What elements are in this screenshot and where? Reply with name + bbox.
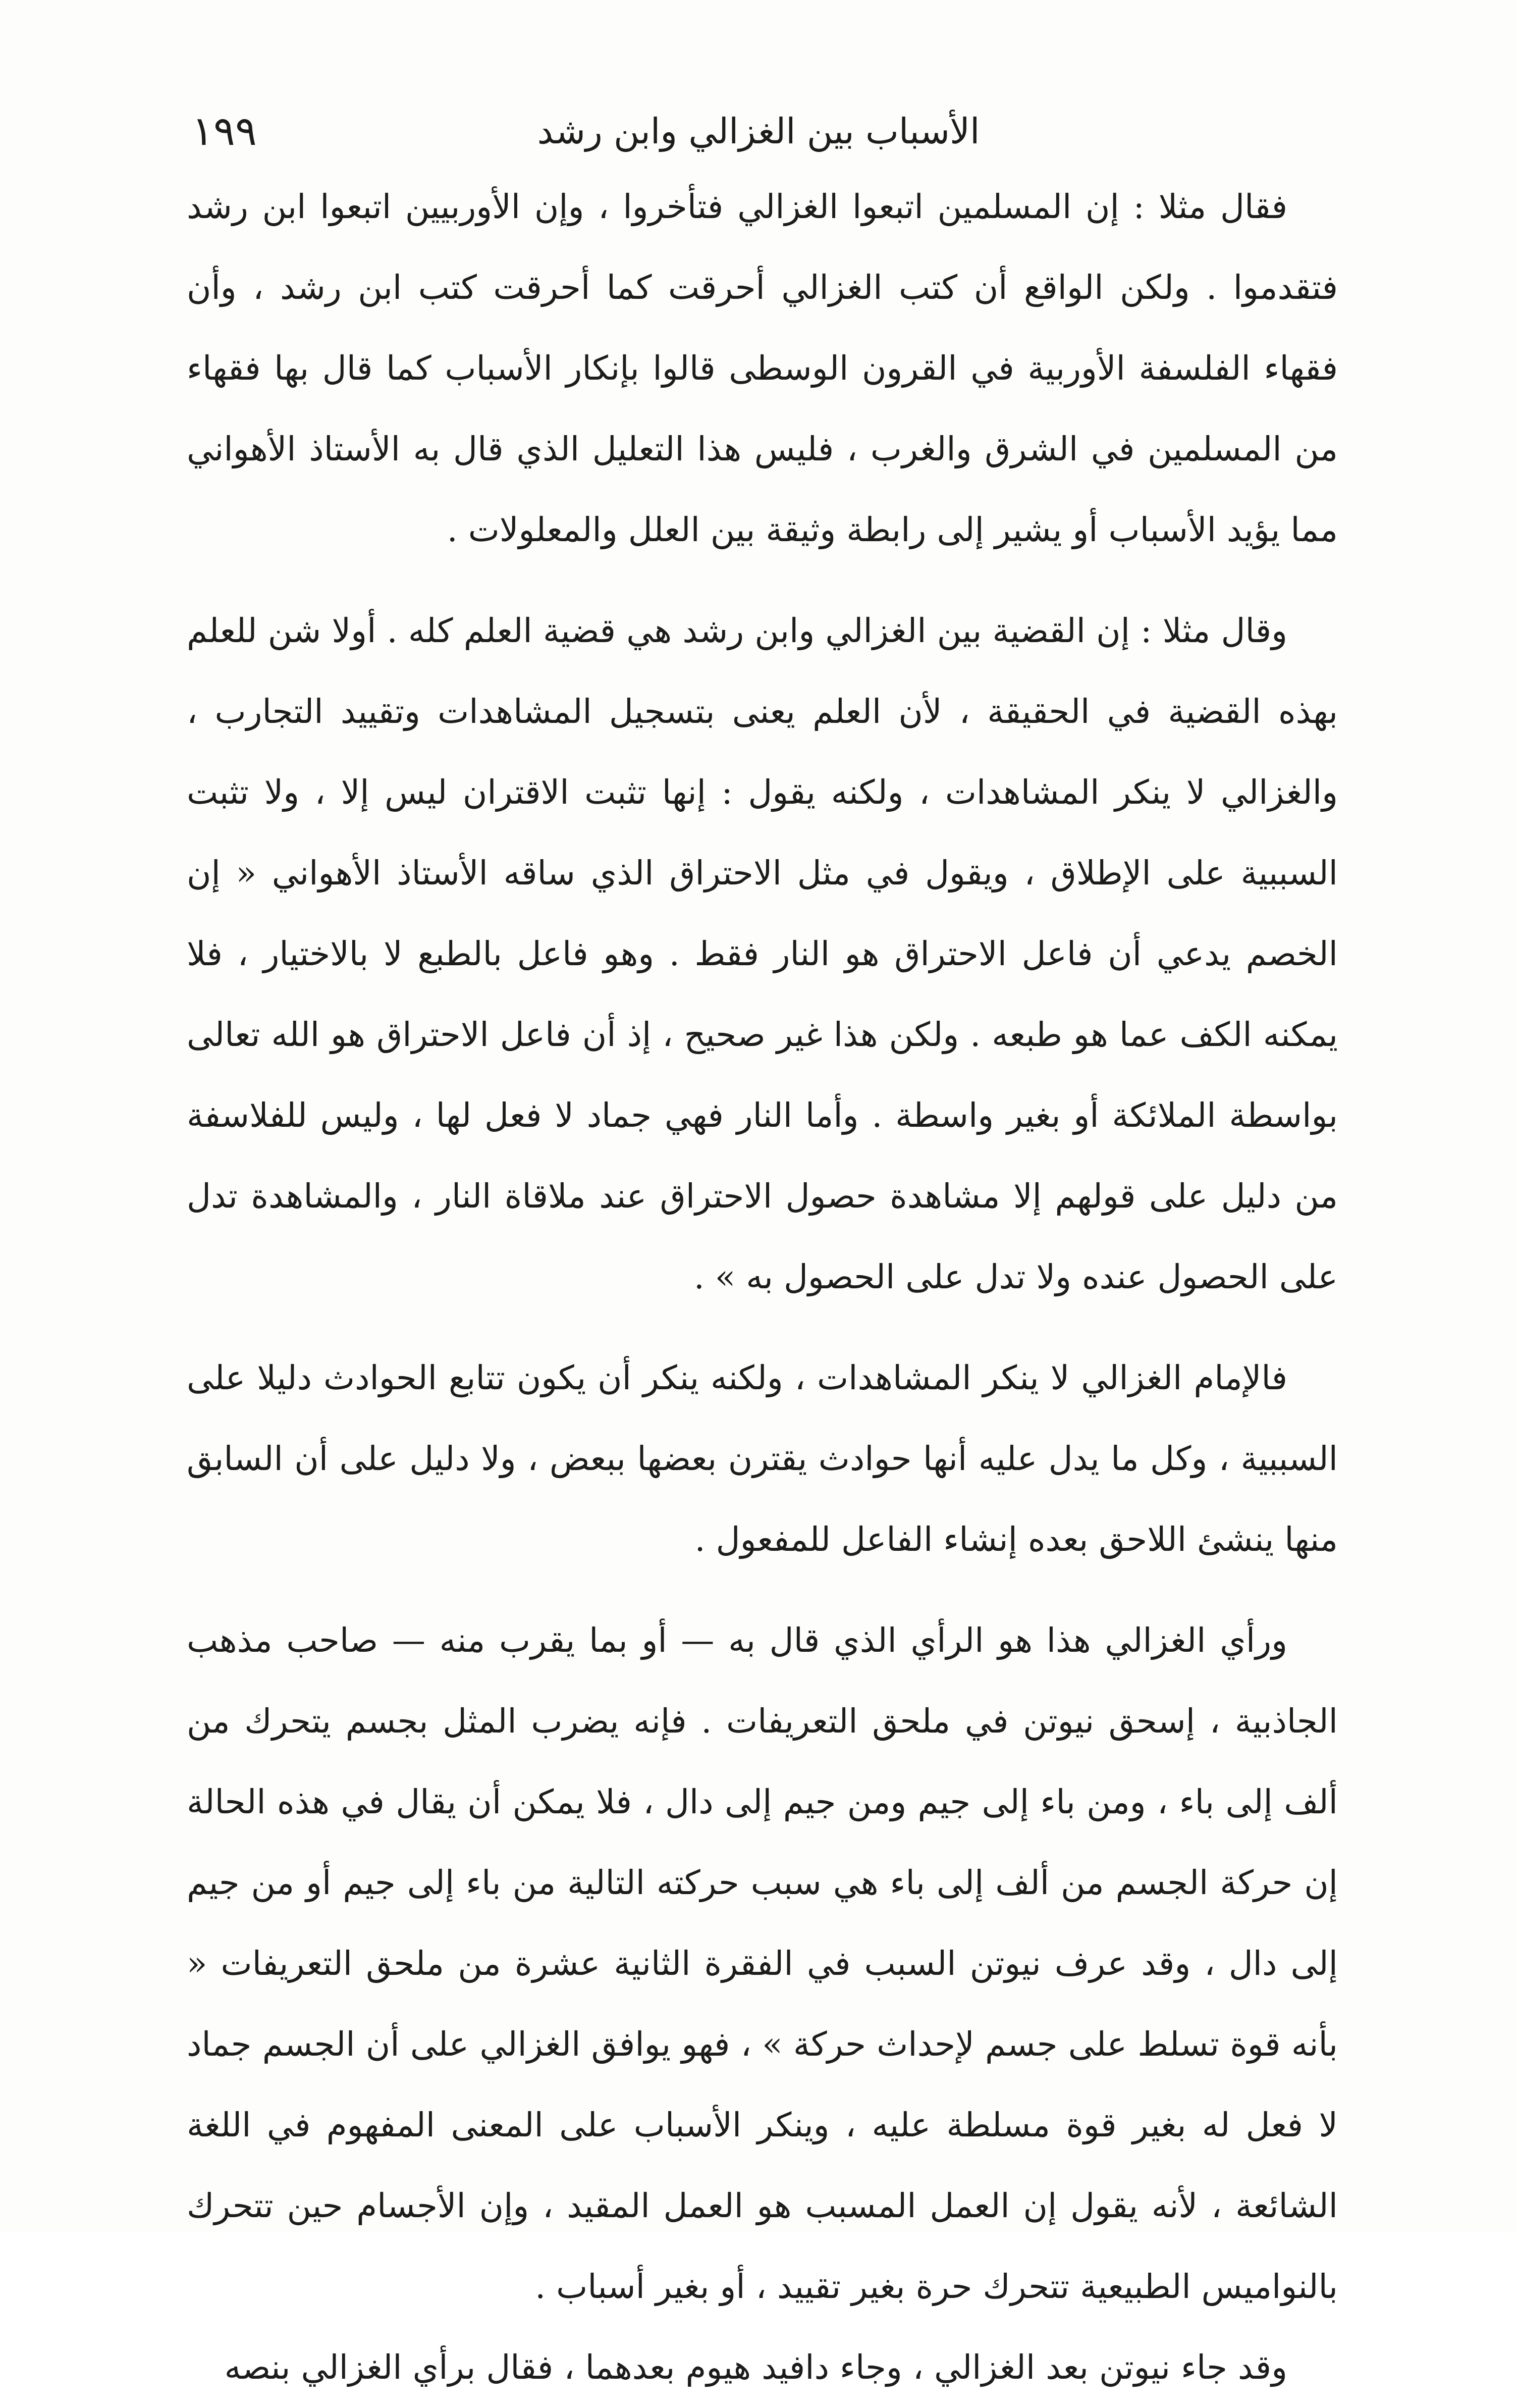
body-text — [187, 167, 1338, 2408]
running-title: الأسباب بين الغزالي وابن رشد — [537, 111, 980, 152]
paragraph-4: ورأي الغزالي هذا هو الرأي الذي قال به — أو بما يقرب منه — صاحب مذهب الجاذبية ، إسحق نيوتن في ملحق التعريفات . فإنه يضرب المثل بجسم يتحرك من ألف إلى باء ، ومن باء إلى جيم ومن جيم إلى دال ، فلا يمكن أن يقال في هذه الحالة إن حركة الجسم من ألف إلى باء هي سبب حركته التالية من باء إلى جيم أو من جيم إلى دال ، وقد عرف نيوتن السبب في الفقرة الثانية عشرة من ملحق التعريفات « بأنه قوة تسلط على جسم لإحداث حركة » ، فهو يوافق الغزالي على أن الجسم جماد لا فعل له بغير قوة مسلطة عليه ، وينكر الأسباب على المعنى المفهوم في اللغة الشائعة ، لأنه يقول إن العمل المسبب هو العمل المقيد ، وإن الأجسام حين تتحرك بالنواميس الطبيعية تتحرك حرة بغير تقييد ، أو بغير أسباب . — [187, 1621, 1338, 2306]
page-number: ١٩٩ — [192, 108, 257, 154]
running-header — [192, 106, 1325, 162]
paragraph-2: وقال مثلا : إن القضية بين الغزالي وابن رشد هي قضية العلم كله . أولا شن للعلم بهذه القضية في الحقيقة ، لأن العلم يعنى بتسجيل المشاهدات وتقييد التجارب ، والغزالي لا ينكر المشاهدات ، ولكنه يقول : إنها تثبت الاقتران ليس إلا ، ولا تثبت السببية على الإطلاق ، ويقول في مثل الاحتراق الذي ساقه الأستاذ الأهواني « إن الخصم يدعي أن فاعل الاحتراق هو النار فقط . وهو فاعل بالطبع لا بالاختيار ، فلا يمكنه الكف عما هو طبعه . ولكن هذا غير صحيح ، إذ أن فاعل الاحتراق هو الله تعالى بواسطة الملائكة أو بغير واسطة . وأما النار فهي جماد لا فعل لها ، وليس للفلاسفة من دليل على قولهم إلا مشاهدة حصول الاحتراق عند ملاقاة النار ، والمشاهدة تدل على الحصول عنده ولا تدل على الحصول به » . — [187, 611, 1338, 1296]
paragraph-1: فقال مثلا : إن المسلمين اتبعوا الغزالي فتأخروا ، وإن الأوربيين اتبعوا ابن رشد فتقدموا . ولكن الواقع أن كتب الغزالي أحرقت كما أحرقت كتب ابن رشد ، وأن فقهاء الفلسفة الأوربية في القرون الوسطى قالوا بإنكار الأسباب كما قال بها فقهاء من المسلمين في الشرق والغرب ، فليس هذا التعليل الذي قال به الأستاذ الأهواني مما يؤيد الأسباب أو يشير إلى رابطة وثيقة بين العلل والمعلولات . — [187, 187, 1338, 549]
paragraph-5: وقد جاء نيوتن بعد الغزالي ، وجاء دافيد هيوم بعدهما ، فقال برأي الغزالي بنصه — [224, 2348, 1287, 2387]
paragraph-3: فالإمام الغزالي لا ينكر المشاهدات ، ولكنه ينكر أن يكون تتابع الحوادث دليلا على السببية ، وكل ما يدل عليه أنها حوادث يقترن بعضها ببعض ، ولا دليل على أن السابق منها ينشئ اللاحق بعده إنشاء الفاعل للمفعول . — [187, 1358, 1338, 1559]
